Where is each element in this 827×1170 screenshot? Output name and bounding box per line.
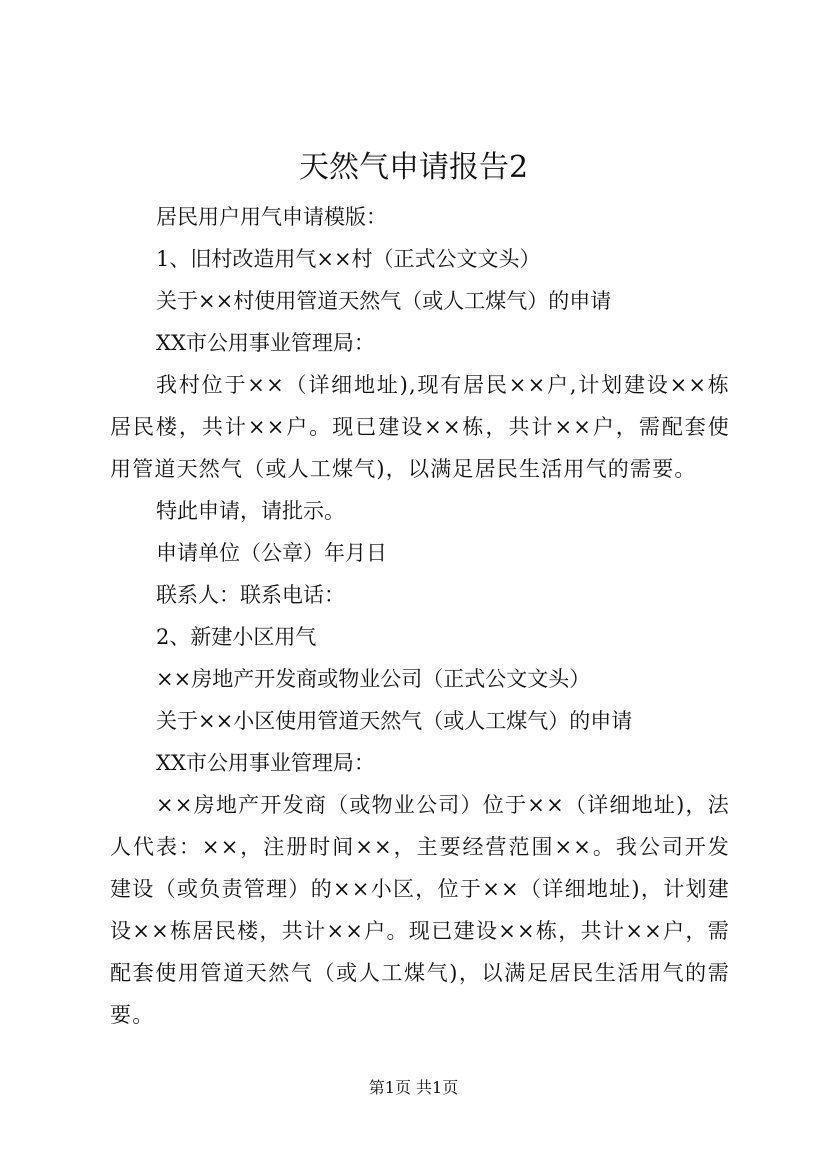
body-line: 2、新建小区用气 bbox=[156, 625, 317, 649]
page-footer: 第1页 共1页 bbox=[368, 1078, 459, 1097]
body-line: 联系人：联系电话： bbox=[156, 583, 345, 607]
body-line: 申请单位（公章）年月日 bbox=[156, 541, 387, 565]
body-line: ××房地产开发商或物业公司（正式公文文头） bbox=[156, 667, 591, 691]
body-line: 1、旧村改造用气××村（正式公文文头） bbox=[156, 247, 541, 271]
body-line: 关于××小区使用管道天然气（或人工煤气）的申请 bbox=[156, 709, 633, 733]
body-line: 特此申请，请批示。 bbox=[156, 499, 345, 523]
body-line: XX市公用事业管理局： bbox=[156, 331, 375, 355]
body-paragraph: 我村位于××（详细地址),现有居民××户,计划建设××栋居民楼，共计××户。现已建设××栋，共计××户，需配套使用管道天然气（或人工煤气)，以满足居民生活用气的需要。 bbox=[110, 373, 730, 481]
document-body bbox=[110, 196, 730, 1036]
body-line: 关于××村使用管道天然气（或人工煤气）的申请 bbox=[156, 289, 612, 313]
body-line: 居民用户用气申请模版： bbox=[156, 205, 387, 229]
body-line: XX市公用事业管理局： bbox=[156, 751, 375, 775]
document-title: 天然气申请报告2 bbox=[298, 150, 529, 185]
body-paragraph: ××房地产开发商（或物业公司）位于××（详细地址)，法人代表：××，注册时间××，主要经营范围××。我公司开发建设（或负责管理）的××小区，位于××（详细地址)，计划建设××栋居民楼，共计××户。现已建设××栋，共计××户，需配套使用管道天然气（或人工煤气)，以满足居民生活用气的需要。 bbox=[110, 793, 730, 1027]
